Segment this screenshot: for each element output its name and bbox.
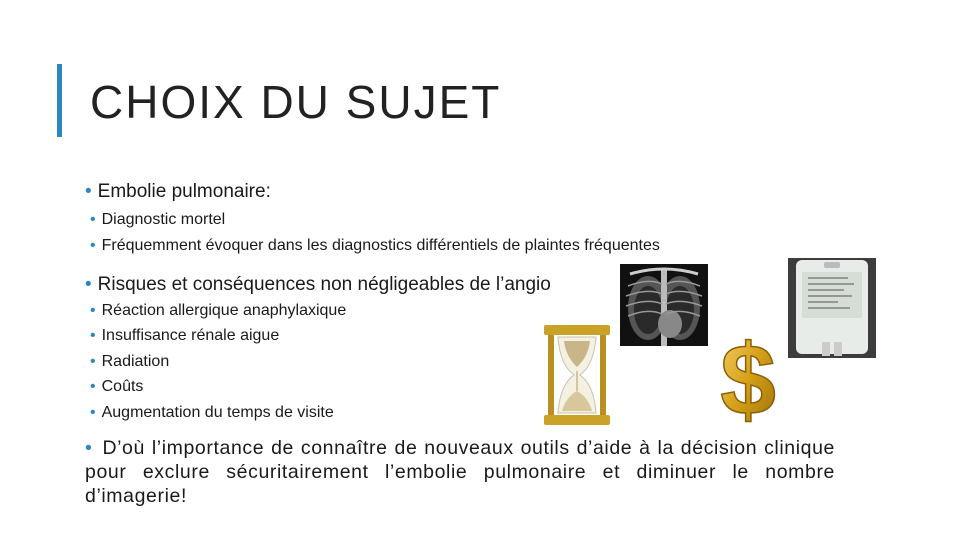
sub-bullet xyxy=(90,403,334,423)
bullet-dot: • xyxy=(85,274,92,295)
bullet-dot: • xyxy=(90,302,96,319)
sub-bullet xyxy=(90,326,279,346)
dollar-sign-icon xyxy=(712,330,784,428)
bullet-risques xyxy=(85,273,551,297)
bullet-embolie xyxy=(85,180,271,204)
bullet-text: Embolie pulmonaire: xyxy=(97,181,271,202)
sub-bullet xyxy=(90,301,346,321)
bullet-text: Risques et conséquences non négligeables de l’angio xyxy=(97,274,551,295)
svg-text:$: $ xyxy=(720,330,776,428)
sub-bullet xyxy=(90,210,225,230)
bullet-dot: • xyxy=(90,211,96,228)
sub-bullet xyxy=(90,352,169,372)
bullet-dot: • xyxy=(90,237,96,254)
bullet-dot: • xyxy=(90,378,96,395)
sub-bullet-text: Réaction allergique anaphylaxique xyxy=(101,302,347,319)
iv-bag-image xyxy=(788,258,876,358)
sub-bullet-text: Insuffisance rénale aigue xyxy=(101,327,280,344)
title-accent-bar xyxy=(57,64,62,137)
sub-bullet-text: Diagnostic mortel xyxy=(101,211,226,228)
bullet-conclusion xyxy=(85,436,835,508)
bullet-text: D’où l’importance de connaître de nouveaux outils d’aide à la décision clinique pour exclure sécuritairement l’embolie pulmonaire et diminuer le nombre d’imagerie! xyxy=(85,437,835,507)
bullet-dot: • xyxy=(90,353,96,370)
sub-bullet-text: Radiation xyxy=(101,353,170,370)
slide-title: CHOIX DU SUJET xyxy=(90,76,502,128)
bullet-dot: • xyxy=(85,181,92,202)
sub-bullet-text: Coûts xyxy=(101,378,144,395)
bullet-dot: • xyxy=(90,327,96,344)
sub-bullet-text: Fréquemment évoquer dans les diagnostics différentiels de plaintes fréquentes xyxy=(101,237,660,254)
sub-bullet-text: Augmentation du temps de visite xyxy=(101,404,334,421)
chest-xray-image xyxy=(620,264,708,346)
sub-bullet xyxy=(90,236,660,256)
bullet-dot: • xyxy=(90,404,96,421)
bullet-dot: • xyxy=(85,437,93,459)
sub-bullet xyxy=(90,377,143,397)
hourglass-icon xyxy=(544,325,610,425)
